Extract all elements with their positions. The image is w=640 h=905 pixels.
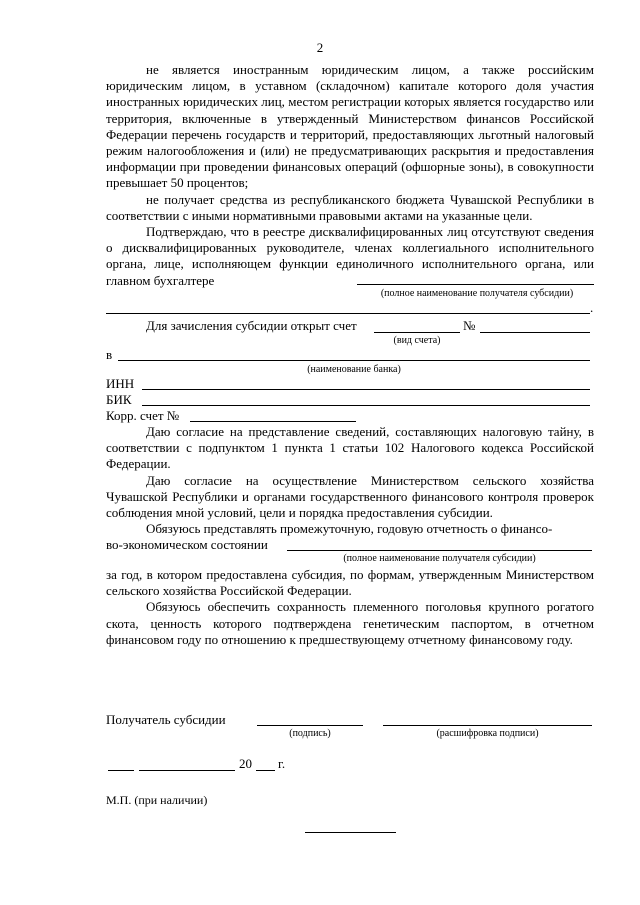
paragraph-tax-secrecy-consent: Даю согласие на представление сведений, составляющих налоговую тайну, в соответствии с подпунктом 1 пункта 1 статьи 102 Налогового кодекса Российской Федерации. [106,424,594,472]
obligation-line-1: Обязуюсь представлять промежуточную, годовую отчетность о финансо- [146,521,553,536]
korr-account-field[interactable] [190,421,356,422]
caption-bank-name: (наименование банка) [307,364,401,375]
stamp-note: М.П. (при наличии) [106,793,208,807]
paragraph-no-budget-funds: не получает средства из республиканского бюджета Чувашской Республики в соответствии с иными нормативными правовыми актами на указанные цели. [106,191,594,223]
bank-prefix: в [106,347,113,362]
footer-divider [305,832,396,833]
caption-recipient-name: (полное наименование получателя субсидии) [380,288,574,299]
bik-field[interactable] [142,405,590,406]
signature-label: Получатель субсидии [106,712,226,727]
inn-field[interactable] [142,389,590,390]
signature-decode-field[interactable] [383,725,592,726]
page-number: 2 [316,40,324,55]
bik-label: БИК [106,392,132,407]
recipient-name-line[interactable] [357,284,594,285]
date-year-prefix: 20 [239,756,252,771]
recipient-name-line-3[interactable] [287,550,592,551]
account-label: Для зачисления субсидии открыт счет [146,318,357,333]
signature-field[interactable] [257,725,363,726]
inn-label: ИНН [106,376,135,391]
date-day-field[interactable] [108,770,134,771]
paragraph-foreign-entity: не является иностранным юридическим лицом, а также российским юридическим лицом, в уставном (складочном) капитале которого доля участия иностранных юридических лиц, местом регистрации которых является государство или территория, включенные в утвержденный Министерством финансов Российской Федерации перечень государств и территорий, предоставляющих льготный налоговый режим налогообложения и (или) не предусматривающих раскрытия и предоставления информации при проведении финансовых операций (офшорные зоны), в совокупности превышает 50 процентов; [106,62,594,191]
bank-name-field[interactable] [118,360,590,361]
date-year-field[interactable] [256,770,275,771]
account-number-field[interactable] [480,332,590,333]
paragraph-livestock-preservation: Обязуюсь обеспечить сохранность племенного поголовья крупного рогатого скота, ценность которого подтверждена генетическим паспортом, в отчетном финансовом году по отношению к предшествующему отчетному финансовому году. [106,599,594,647]
korr-account-label: Корр. счет № [106,408,180,423]
paragraph-reporting-forms: за год, в котором предоставлена субсидия, по формам, утвержденным Министерством сельского хозяйства Российской Федерации. [106,567,594,599]
caption-account-type: (вид счета) [393,335,441,346]
account-type-field[interactable] [374,332,460,333]
obligation-line-2: во-экономическом состоянии [106,537,268,552]
caption-signature: (подпись) [289,728,331,739]
text-block-2 [106,424,594,521]
trailing-dot: . [590,300,594,315]
caption-signature-decode: (расшифровка подписи) [436,728,539,739]
number-sign: № [463,318,476,333]
recipient-name-line-2[interactable] [106,313,590,314]
caption-recipient-name-2: (полное наименование получателя субсидии) [343,553,536,564]
date-year-suffix: г. [278,756,286,771]
date-month-field[interactable] [139,770,235,771]
text-block-1 [106,62,594,289]
paragraph-disqualified-persons: Подтверждаю, что в реестре дисквалифицированных лиц отсутствуют сведения о дисквалифицированных руководителе, членах коллегиального исполнительного органа, лице, исполняющем функции единоличного исполнительного органа, или главном бухгалтере [106,224,594,288]
paragraph-inspection-consent: Даю согласие на осуществление Министерством сельского хозяйства Чувашской Республики и органами государственного финансового контроля проверок соблюдения мной условий, цели и порядка предоставления субсидии. [106,472,594,521]
text-block-3 [106,567,594,648]
